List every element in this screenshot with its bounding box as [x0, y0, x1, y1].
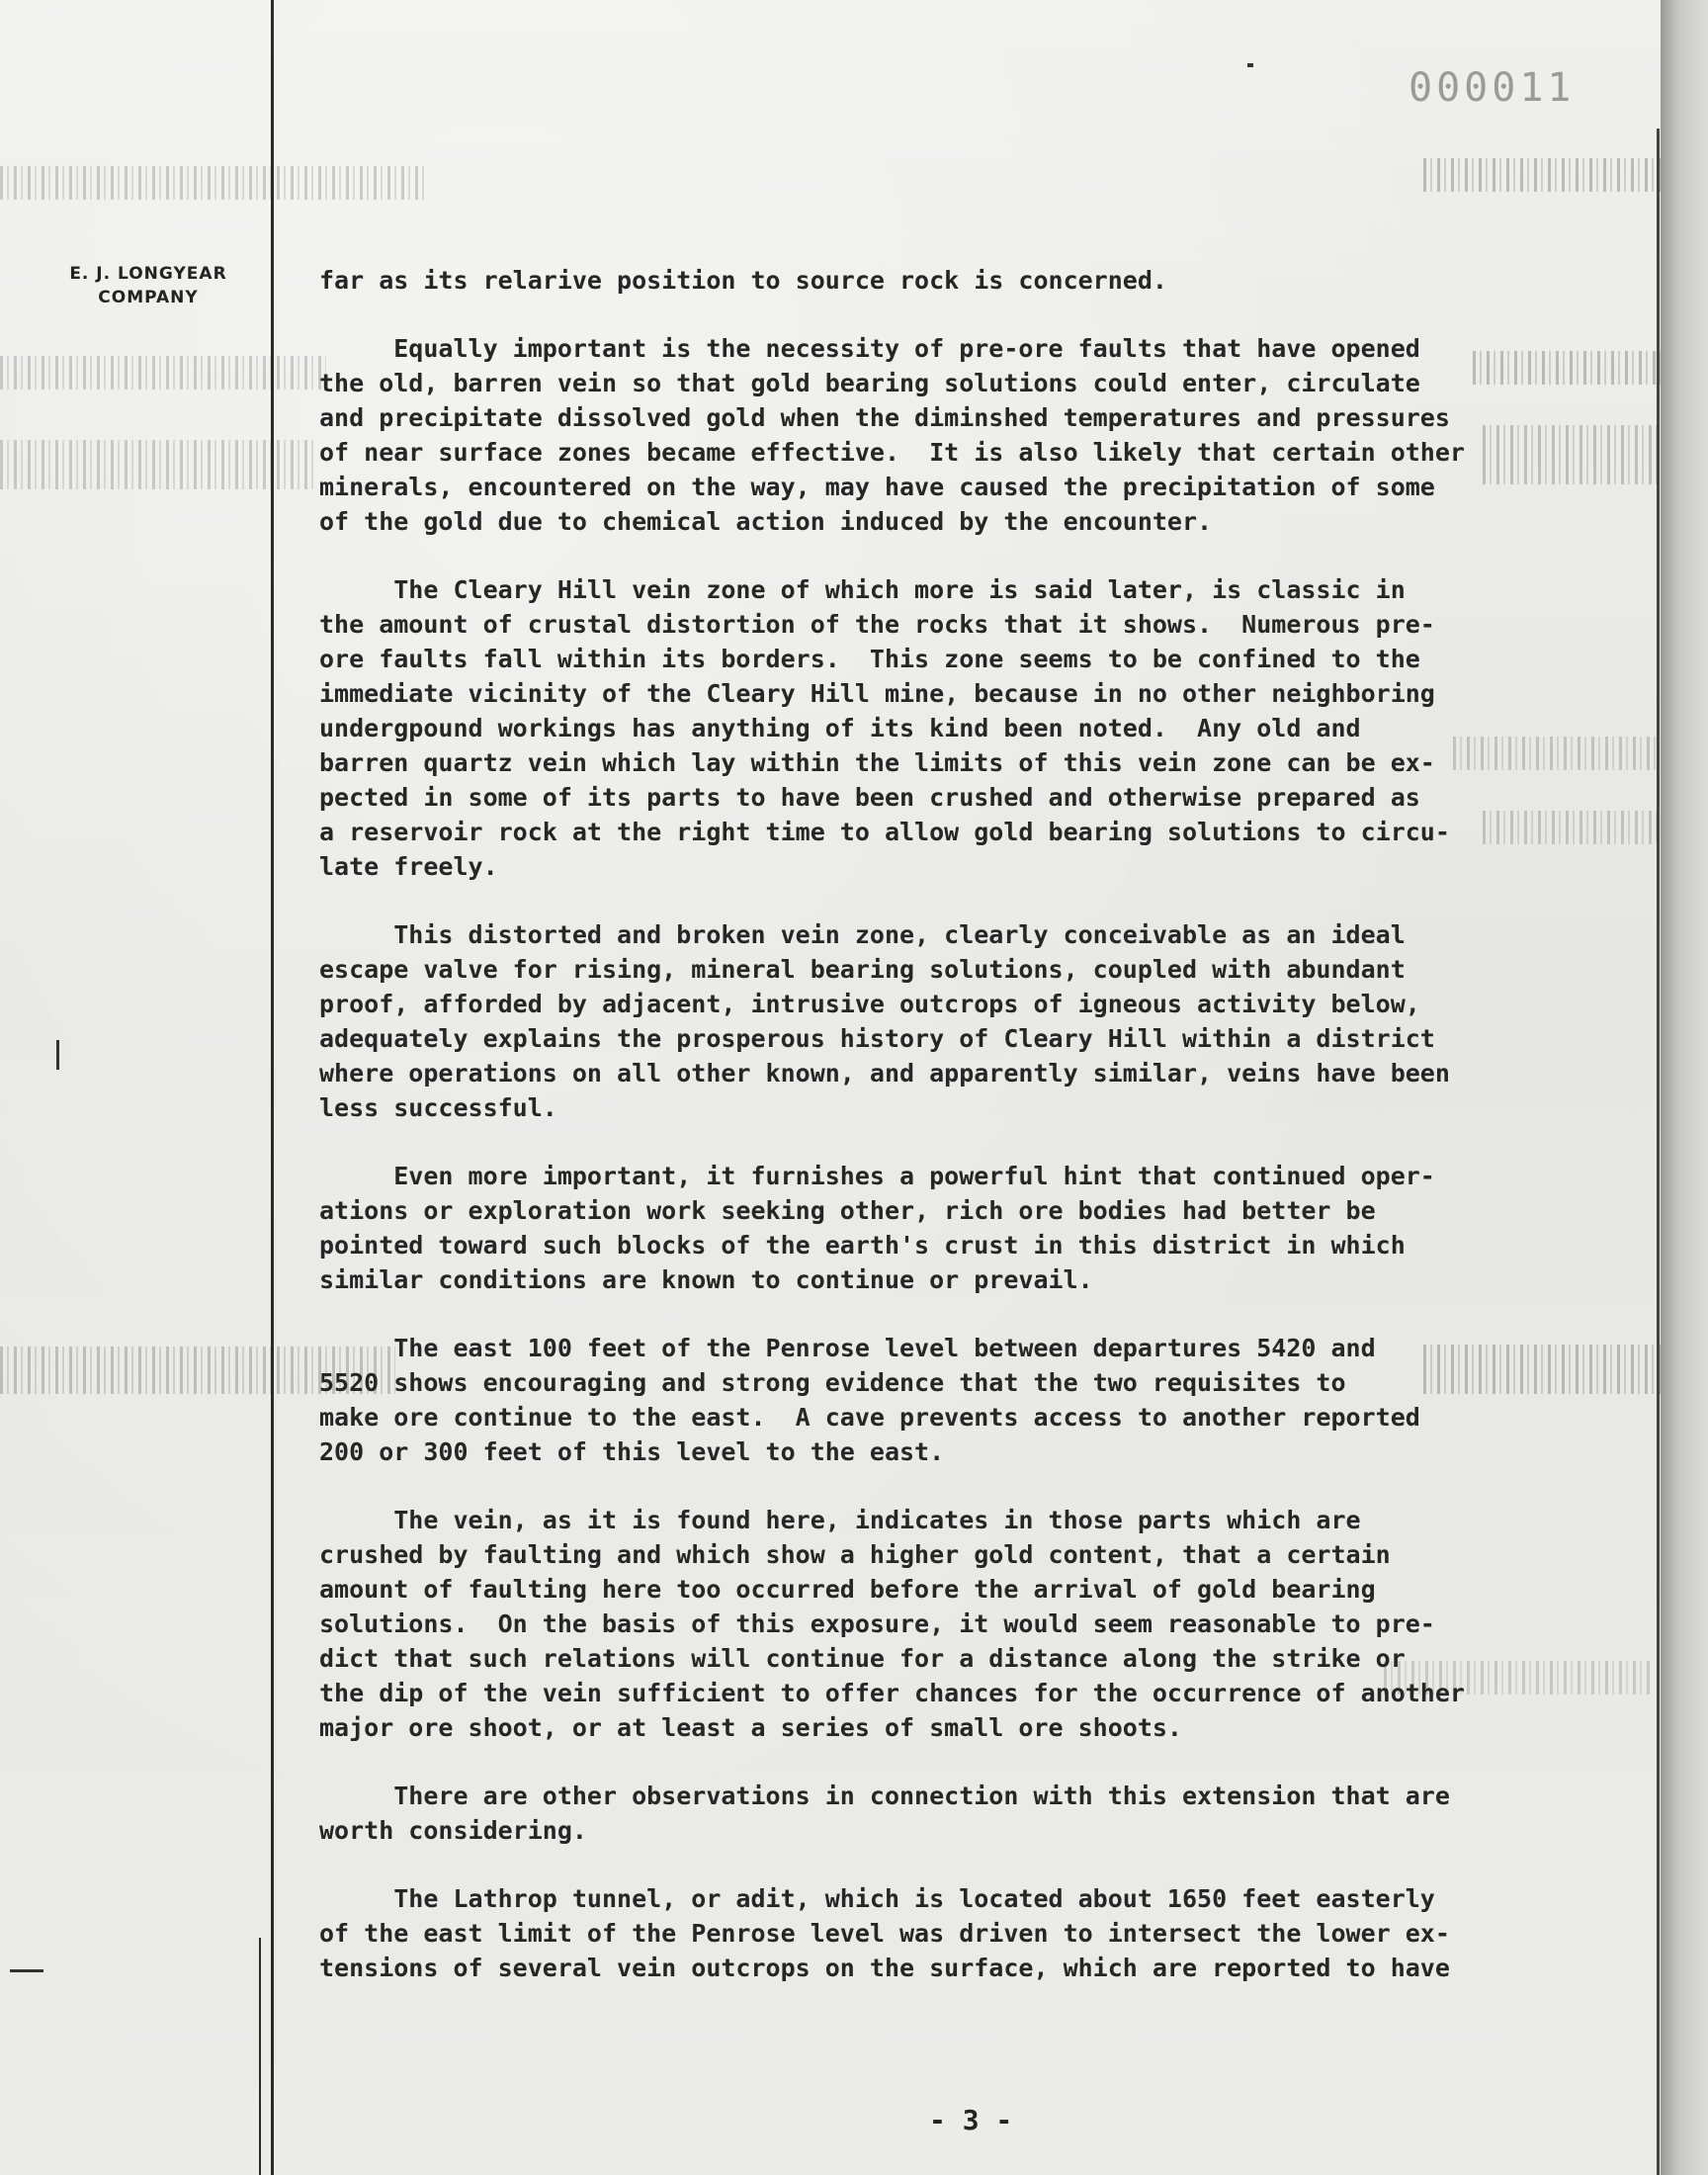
margin-rule: [271, 0, 274, 2175]
text-line: adequately explains the prosperous history of Cleary Hill within a district: [319, 1024, 1435, 1053]
text-line: ore faults fall within its borders. This zone seems to be confined to the: [319, 645, 1420, 673]
text-line: less successful.: [319, 1093, 557, 1122]
text-line: a reservoir rock at the right time to allow gold bearing solutions to circu-: [319, 818, 1450, 846]
text-line: make ore continue to the east. A cave prevents access to another reported: [319, 1403, 1420, 1432]
text-line: of near surface zones became effective. It is also likely that certain other: [319, 438, 1465, 467]
text-line: undergpound workings has anything of its kind been noted. Any old and: [319, 714, 1361, 742]
text-line: The Lathrop tunnel, or adit, which is located about 1650 feet easterly: [319, 1884, 1435, 1913]
text-line: the dip of the vein sufficient to offer chances for the occurrence of another: [319, 1679, 1465, 1707]
letterhead-company-name: E. J. LONGYEAR: [69, 264, 227, 284]
text-line: the old, barren vein so that gold bearing solutions could enter, circulate: [319, 369, 1420, 397]
scan-noise-band: [0, 166, 425, 200]
page-number: - 3 -: [929, 2104, 1013, 2136]
text-line: crushed by faulting and which show a higher gold content, that a certain: [319, 1540, 1391, 1569]
text-line: far as its relarive position to source rock is concerned.: [319, 266, 1167, 295]
text-line: the amount of crustal distortion of the rocks that it shows. Numerous pre-: [319, 610, 1435, 639]
text-line: There are other observations in connection with this extension that are: [319, 1782, 1450, 1810]
text-line: proof, afforded by adjacent, intrusive outcrops of igneous activity below,: [319, 990, 1420, 1018]
text-line: similar conditions are known to continue or prevail.: [319, 1265, 1093, 1294]
text-line: immediate vicinity of the Cleary Hill mine, because in no other neighboring: [319, 679, 1435, 708]
text-line: pointed toward such blocks of the earth's crust in this district in which: [319, 1231, 1406, 1260]
paragraph: [319, 1503, 1575, 1745]
paragraph: [319, 263, 1575, 298]
text-line: where operations on all other known, and apparently similar, veins have been: [319, 1059, 1450, 1088]
scan-mark: [1247, 63, 1253, 67]
scan-noise-band: [0, 356, 326, 390]
text-line: ations or exploration work seeking other, rich ore bodies had better be: [319, 1196, 1376, 1225]
text-line: late freely.: [319, 852, 498, 881]
text-line: of the east limit of the Penrose level was driven to intersect the lower ex-: [319, 1919, 1450, 1948]
scan-edge: [1661, 0, 1708, 2175]
body-text: [319, 263, 1575, 2019]
letterhead-company-word: COMPANY: [98, 288, 199, 307]
text-line: worth considering.: [319, 1816, 587, 1845]
margin-rule-lower: [259, 1938, 261, 2175]
text-line: escape valve for rising, mineral bearing solutions, coupled with abundant: [319, 955, 1406, 984]
paragraph: [319, 572, 1575, 884]
paragraph: [319, 1159, 1575, 1297]
text-line: of the gold due to chemical action induced by the encounter.: [319, 507, 1213, 536]
scan-noise-band: [0, 440, 316, 489]
text-line: tensions of several vein outcrops on the surface, which are reported to have: [319, 1954, 1450, 1982]
paragraph: [319, 917, 1575, 1125]
paragraph: [319, 1779, 1575, 1848]
text-line: major ore shoot, or at least a series of small ore shoots.: [319, 1713, 1182, 1742]
scan-noise-band: [1423, 158, 1661, 192]
paragraph: [319, 1881, 1575, 1985]
text-line: barren quartz vein which lay within the limits of this vein zone can be ex-: [319, 748, 1435, 777]
right-margin-rule: [1657, 129, 1660, 2175]
text-line: This distorted and broken vein zone, clearly conceivable as an ideal: [319, 920, 1406, 949]
scan-mark: [56, 1040, 59, 1070]
text-line: amount of faulting here too occurred before the arrival of gold bearing: [319, 1575, 1376, 1604]
text-line: and precipitate dissolved gold when the diminshed temperatures and pressures: [319, 403, 1450, 432]
text-line: solutions. On the basis of this exposure, it would seem reasonable to pre-: [319, 1610, 1435, 1638]
text-line: pected in some of its parts to have been crushed and otherwise prepared as: [319, 783, 1420, 812]
text-line: Equally important is the necessity of pre-ore faults that have opened: [319, 334, 1420, 363]
text-line: The east 100 feet of the Penrose level between departures 5420 and: [319, 1334, 1376, 1362]
paragraph: [319, 1331, 1575, 1469]
letterhead: [30, 262, 267, 309]
text-line: The vein, as it is found here, indicates in those parts which are: [319, 1506, 1361, 1534]
text-line: 200 or 300 feet of this level to the east.: [319, 1437, 945, 1466]
scan-mark: [10, 1969, 43, 1972]
page-stamp-number: 000011: [1409, 65, 1576, 111]
text-line: minerals, encountered on the way, may have caused the precipitation of some: [319, 473, 1435, 501]
text-line: Even more important, it furnishes a powerful hint that continued oper-: [319, 1162, 1435, 1190]
text-line: 5520 shows encouraging and strong evidence that the two requisites to: [319, 1368, 1346, 1397]
paragraph: [319, 331, 1575, 539]
text-line: The Cleary Hill vein zone of which more is said later, is classic in: [319, 575, 1406, 604]
text-line: dict that such relations will continue for a distance along the strike or: [319, 1644, 1406, 1673]
